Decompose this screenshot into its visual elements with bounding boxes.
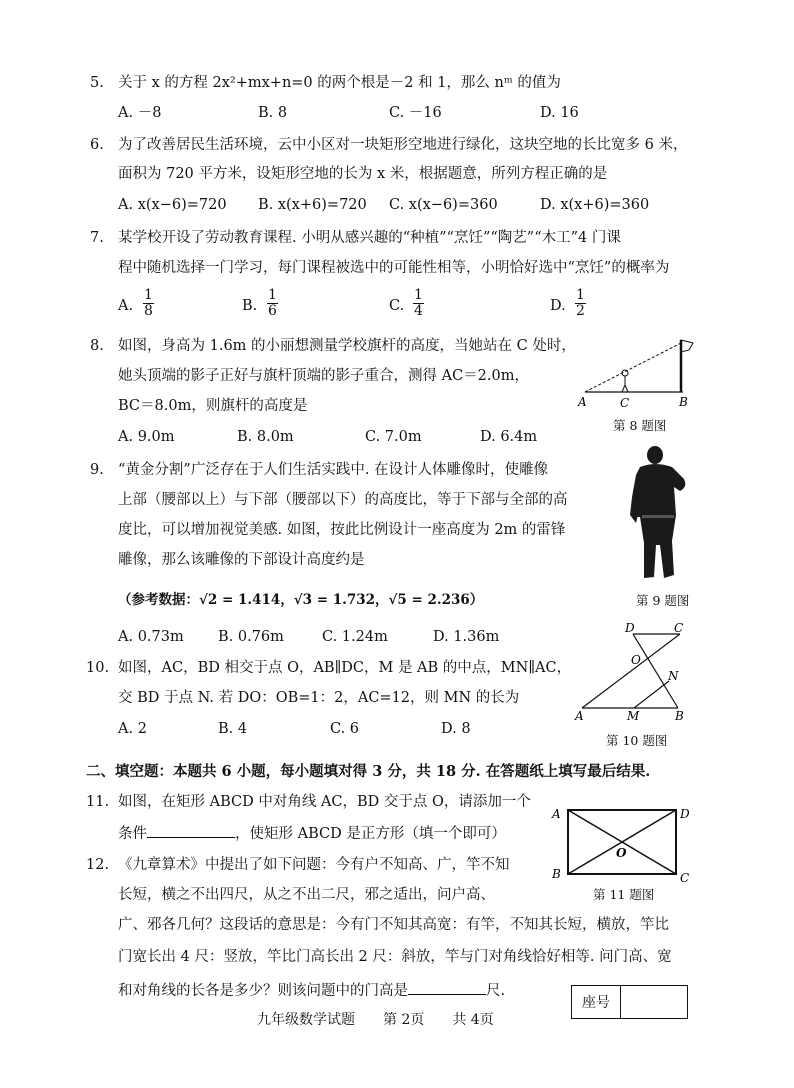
question-9-line1: “黄金分割”广泛存在于人们生活实践中. 在设计人体雕像时，使雕像 [118, 462, 549, 478]
q7-option-b-fraction: 1 6 [268, 287, 277, 319]
question-9-reference-data: （参考数据：√2 = 1.414，√3 = 1.732，√5 = 2.236） [118, 592, 484, 608]
question-5-number: 5. [90, 75, 104, 91]
q10-option-a: A. 2 [118, 721, 147, 737]
q9-figure-caption: 第 9 题图 [636, 593, 690, 608]
q6-option-d: D. x(x+6)=360 [540, 197, 650, 213]
question-8-line1: 如图，身高为 1.6m 的小丽想测量学校旗杆的高度，当她站在 C 处时， [118, 338, 576, 354]
q11-answer-blank [147, 823, 235, 838]
q7-option-b-label: B. [242, 298, 258, 314]
q7-option-a-label: A. [118, 298, 134, 314]
seat-number-field[interactable] [621, 986, 687, 1018]
question-9-line4: 雕像，那么该雕像的下部设计高度约是 [118, 552, 365, 568]
q11-figure [548, 802, 698, 884]
question-8-line2: 她头顶端的影子正好与旗杆顶端的影子重合，测得 AC＝2.0m， [118, 368, 529, 384]
q10-figure [570, 620, 695, 725]
q10-label-a: A [575, 709, 584, 723]
q8-option-b: B. 8.0m [237, 429, 294, 445]
question-7-line1: 某学校开设了劳动教育课程. 小明从感兴趣的“种植”“烹饪”“陶艺”“木工”4 门课 [118, 230, 621, 246]
q10-label-c: C [674, 621, 684, 635]
q9-statue-belt [642, 515, 674, 518]
question-7-line2: 程中随机选择一门学习，每门课程被选中的可能性相等，小明恰好选中“烹饪”的概率为 [118, 260, 670, 276]
q10-segment-mn [634, 681, 669, 708]
q11-label-c: C [680, 871, 690, 884]
question-12-line1: 《九章算术》中提出了如下问题：今有户不知高、广，竿不知 [118, 857, 510, 873]
q11-label-o: O [616, 846, 627, 860]
q11-figure-caption: 第 11 题图 [593, 887, 655, 902]
question-5-text: 关于 x 的方程 2x²+mx+n=0 的两个根是－2 和 1，那么 nᵐ 的值为 [118, 75, 561, 91]
q10-figure-caption: 第 10 题图 [606, 733, 668, 748]
q10-label-o: O [631, 653, 641, 667]
q5-option-d: D. 16 [540, 105, 579, 121]
q6-option-c: C. x(x−6)=360 [389, 197, 498, 213]
q9-option-c: C. 1.24m [322, 629, 388, 645]
question-11-line2: 条件 ，使矩形 ABCD 是正方形（填一个即可） [118, 823, 506, 844]
q10-segment-ac [582, 634, 680, 708]
question-6-number: 6. [90, 137, 104, 153]
q9-option-b: B. 0.76m [218, 629, 284, 645]
q8-label-c: C [620, 396, 630, 410]
q9-statue-head [647, 446, 663, 464]
q5-option-b: B. 8 [258, 105, 288, 121]
question-12-line3: 广、邪各几何？这段话的意思是：今有门不知其高宽：有竿，不知其长短，横放，竿比 [118, 917, 669, 933]
q8-person-leg-left [622, 385, 625, 392]
q9-statue-figure [622, 445, 694, 583]
q7-option-c-label: C. [389, 298, 405, 314]
q8-person-leg-right [625, 385, 628, 392]
question-12-line4: 门宽长出 4 尺：竖放，竿比门高长出 2 尺：斜放，竿与门对角线恰好相等. 问门高、宽 [118, 949, 672, 965]
q8-label-a: A [578, 395, 587, 409]
q7-option-c-fraction: 1 4 [414, 287, 423, 319]
q5-option-c: C. －16 [389, 105, 442, 121]
q9-statue-body [632, 464, 685, 578]
q8-flag [681, 340, 693, 352]
question-12-line5: 和对角线的长各是多少？则该问题中的门高是 尺. [118, 980, 505, 1001]
seat-number-box [571, 985, 688, 1019]
question-10-number: 10. [86, 660, 110, 676]
question-6-line1: 为了改善居民生活环境，云中小区对一块矩形空地进行绿化，这块空地的长比宽多 6 米， [118, 137, 688, 153]
q11-label-a: A [552, 807, 561, 821]
q10-label-b: B [675, 709, 684, 723]
question-7-number: 7. [90, 230, 104, 246]
q6-option-a: A. x(x−6)=720 [118, 197, 227, 213]
question-10-line1: 如图，AC，BD 相交于点 O，AB∥DC，M 是 AB 的中点，MN∥AC， [118, 660, 572, 676]
q6-option-b: B. x(x+6)=720 [258, 197, 367, 213]
question-9-number: 9. [90, 462, 104, 478]
q7-option-d-fraction: 1 2 [576, 287, 585, 319]
q10-label-m: M [627, 709, 640, 723]
page-footer: 九年级数学试题 第 2页 共 4页 [257, 1012, 494, 1028]
q9-option-d: D. 1.36m [433, 629, 500, 645]
q8-option-d: D. 6.4m [480, 429, 538, 445]
question-12-line2: 长短，横之不出四尺，从之不出二尺，邪之适出，问户高、 [118, 887, 495, 903]
seat-number-label: 座号 [572, 986, 621, 1018]
question-9-line2: 上部（腰部以上）与下部（腰部以下）的高度比，等于下部与全部的高 [118, 492, 568, 508]
question-8-line3: BC＝8.0m，则旗杆的高度是 [118, 398, 308, 414]
question-12-number: 12. [86, 857, 110, 873]
question-11-number: 11. [86, 794, 110, 810]
q5-option-a: A. －8 [118, 105, 162, 121]
q7-option-a-fraction: 1 8 [144, 287, 153, 319]
q11-label-d: D [680, 807, 690, 821]
q7-option-d-label: D. [550, 298, 566, 314]
q10-option-c: C. 6 [330, 721, 360, 737]
section-2-title: 二、填空题：本题共 6 小题，每小题填对得 3 分，共 18 分. 在答题纸上填写最后结果. [86, 763, 651, 780]
q8-option-a: A. 9.0m [118, 429, 175, 445]
q10-label-n: N [668, 669, 679, 683]
q12-answer-blank [408, 980, 486, 995]
q8-option-c: C. 7.0m [365, 429, 422, 445]
question-8-number: 8. [90, 338, 104, 354]
q8-label-b: B [679, 395, 688, 409]
question-9-line3: 度比，可以增加视觉美感. 如图，按此比例设计一座高度为 2m 的雷锋 [118, 522, 566, 538]
q8-shadow-line [585, 342, 683, 392]
question-11-line1: 如图，在矩形 ABCD 中对角线 AC，BD 交于点 O，请添加一个 [118, 794, 531, 810]
q8-figure [575, 330, 705, 410]
q10-label-d: D [625, 621, 635, 635]
q8-figure-caption: 第 8 题图 [613, 418, 667, 433]
q10-option-d: D. 8 [441, 721, 471, 737]
q9-option-a: A. 0.73m [118, 629, 184, 645]
q11-label-b: B [552, 867, 561, 881]
question-6-line2: 面积为 720 平方米，设矩形空地的长为 x 米，根据题意，所列方程正确的是 [118, 166, 608, 182]
q10-option-b: B. 4 [218, 721, 248, 737]
question-10-line2: 交 BD 于点 N. 若 DO：OB=1：2，AC=12，则 MN 的长为 [118, 690, 520, 706]
